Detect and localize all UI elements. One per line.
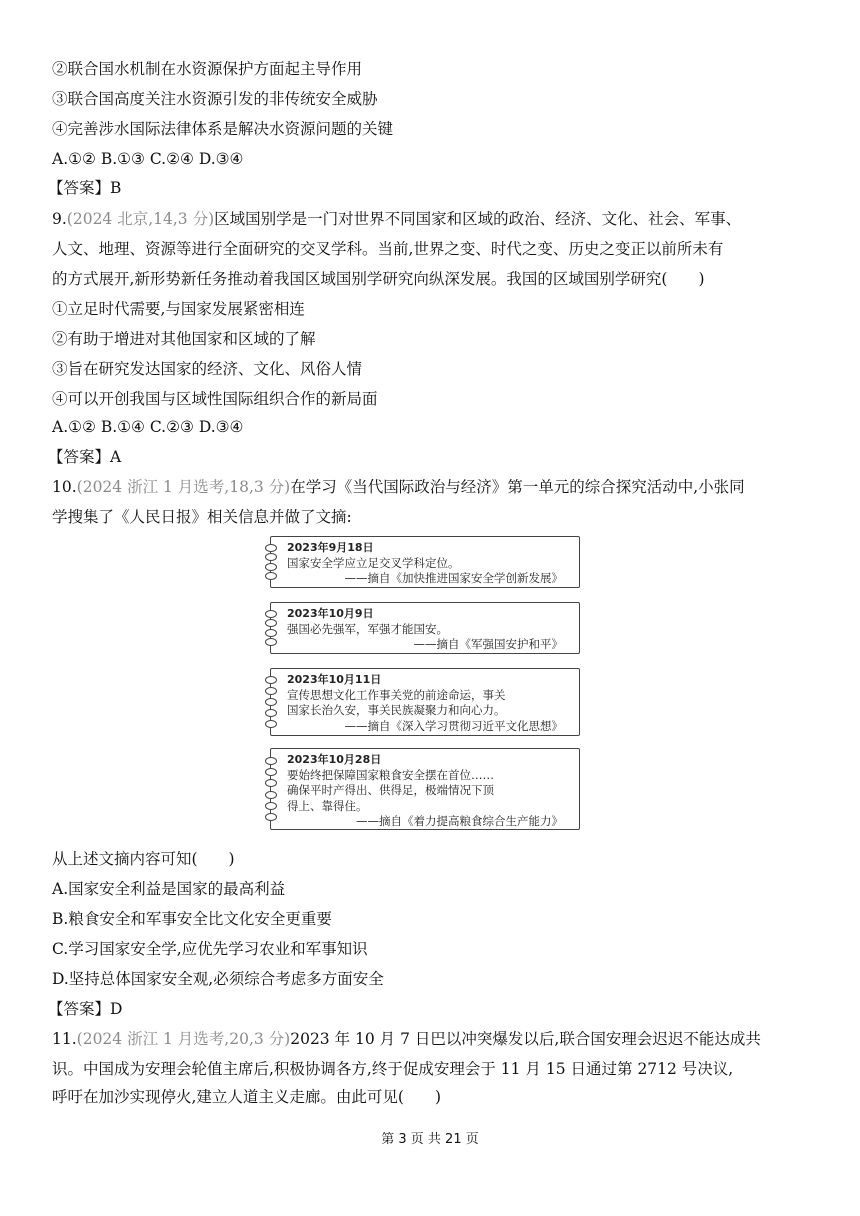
question-9-stem <box>52 208 810 230</box>
question-10-stem-line: 学搜集了《人民日报》相关信息并做了文摘: <box>52 508 352 526</box>
answer-line <box>48 446 810 468</box>
question-source: (2024 浙江 1 月选考,20,3 分) <box>76 1030 291 1048</box>
note-text: 宣传思想文化工作事关党的前途命运，事关 <box>287 687 506 702</box>
note-date: 2023年10月11日 <box>287 673 382 686</box>
question-10-ask: 从上述文摘内容可知( ) <box>52 850 235 868</box>
note-card <box>270 602 580 654</box>
option-line: ③旨在研究发达国家的经济、文化、风俗人情 <box>52 360 363 378</box>
answer-value: B <box>110 179 122 197</box>
choice-line: A.①② B.①③ C.②④ D.③④ <box>52 150 244 168</box>
note-text: 国家安全学应立足交叉学科定位。 <box>287 555 460 570</box>
answer-label: 【答案】 <box>48 1000 111 1018</box>
note-text: 国家长治久安，事关民族凝聚力和向心力。 <box>287 703 506 717</box>
note-date: 2023年9月18日 <box>287 541 374 554</box>
question-11-stem-line: 呼吁在加沙实现停火,建立人道主义走廊。由此可见( ) <box>52 1088 442 1106</box>
question-number: 10. <box>52 478 77 496</box>
question-source: (2024 浙江 1 月选考,18,3 分) <box>76 478 291 496</box>
option-line: ①立足时代需要,与国家发展紧密相连 <box>52 300 305 318</box>
note-text: 要始终把保障国家粮食安全摆在首位…… <box>287 767 494 782</box>
note-text: 强国必先强军，军强才能国安。 <box>287 621 448 636</box>
binder-rings <box>265 755 279 823</box>
question-number: 9. <box>52 210 67 228</box>
answer-value: D <box>110 1000 123 1018</box>
answer-label: 【答案】 <box>48 179 111 197</box>
stem-text: 2023 年 10 月 7 日巴以冲突爆发以后,联合国安理会迟迟不能达成共 <box>290 1030 761 1048</box>
answer-line <box>48 998 810 1020</box>
note-date: 2023年10月9日 <box>287 607 374 620</box>
option-line: D.坚持总体国家安全观,必须综合考虑多方面安全 <box>52 970 384 988</box>
choice-line: A.①② B.①④ C.②③ D.③④ <box>52 418 244 436</box>
note-text: 得上、靠得住。 <box>287 798 368 813</box>
note-source: ——摘自《军强国安护和平》 <box>413 637 563 651</box>
stem-text: 在学习《当代国际政治与经济》第一单元的综合探究活动中,小张同 <box>290 478 745 496</box>
option-line: ④可以开创我国与区域性国际组织合作的新局面 <box>52 390 378 408</box>
note-text: 确保平时产得出、供得足，极端情况下顶 <box>287 783 494 797</box>
binder-rings <box>265 543 279 581</box>
answer-line <box>48 177 810 199</box>
option-line: ③联合国高度关注水资源引发的非传统安全威胁 <box>52 90 378 108</box>
answer-label: 【答案】 <box>48 448 111 466</box>
note-card <box>270 668 580 736</box>
option-line: ②有助于增进对其他国家和区域的了解 <box>52 330 316 348</box>
question-number: 11. <box>52 1030 77 1048</box>
binder-rings <box>265 609 279 647</box>
stem-text: 区域国别学是一门对世界不同国家和区域的政治、经济、文化、社会、军事、 <box>214 210 742 228</box>
note-source: ——摘自《深入学习贯彻习近平文化思想》 <box>344 718 563 733</box>
note-source: ——摘自《着力提高粮食综合生产能力》 <box>356 814 563 828</box>
note-date: 2023年10月28日 <box>287 753 382 766</box>
question-10-stem <box>52 476 810 498</box>
option-line: C.学习国家安全学,应优先学习农业和军事知识 <box>52 940 368 958</box>
page-footer: 第 3 页 共 21 页 <box>381 1132 479 1147</box>
question-source: (2024 北京,14,3 分) <box>66 210 215 228</box>
question-11-stem <box>52 1028 810 1050</box>
question-9-stem-line: 的方式展开,新形势新任务推动着我国区域国别学研究向纵深发展。我国的区域国别学研究( ) <box>52 270 705 288</box>
option-line: ②联合国水机制在水资源保护方面起主导作用 <box>52 60 363 78</box>
question-9-stem-line: 人文、地理、资源等进行全面研究的交叉学科。当前,世界之变、时代之变、历史之变正以前所未有 <box>52 240 724 258</box>
option-line: ④完善涉水国际法律体系是解决水资源问题的关键 <box>52 120 394 138</box>
option-line: B.粮食安全和军事安全比文化安全更重要 <box>52 910 332 928</box>
note-source: ——摘自《加快推进国家安全学创新发展》 <box>344 571 563 585</box>
note-card <box>270 748 580 830</box>
binder-rings <box>265 675 279 729</box>
question-11-stem-line: 识。中国成为安理会轮值主席后,积极协调各方,终于促成安理会于 11 月 15 日通过第 2712 号决议, <box>52 1060 734 1078</box>
answer-value: A <box>110 448 122 466</box>
note-card <box>270 536 580 588</box>
option-line: A.国家安全利益是国家的最高利益 <box>52 880 286 898</box>
